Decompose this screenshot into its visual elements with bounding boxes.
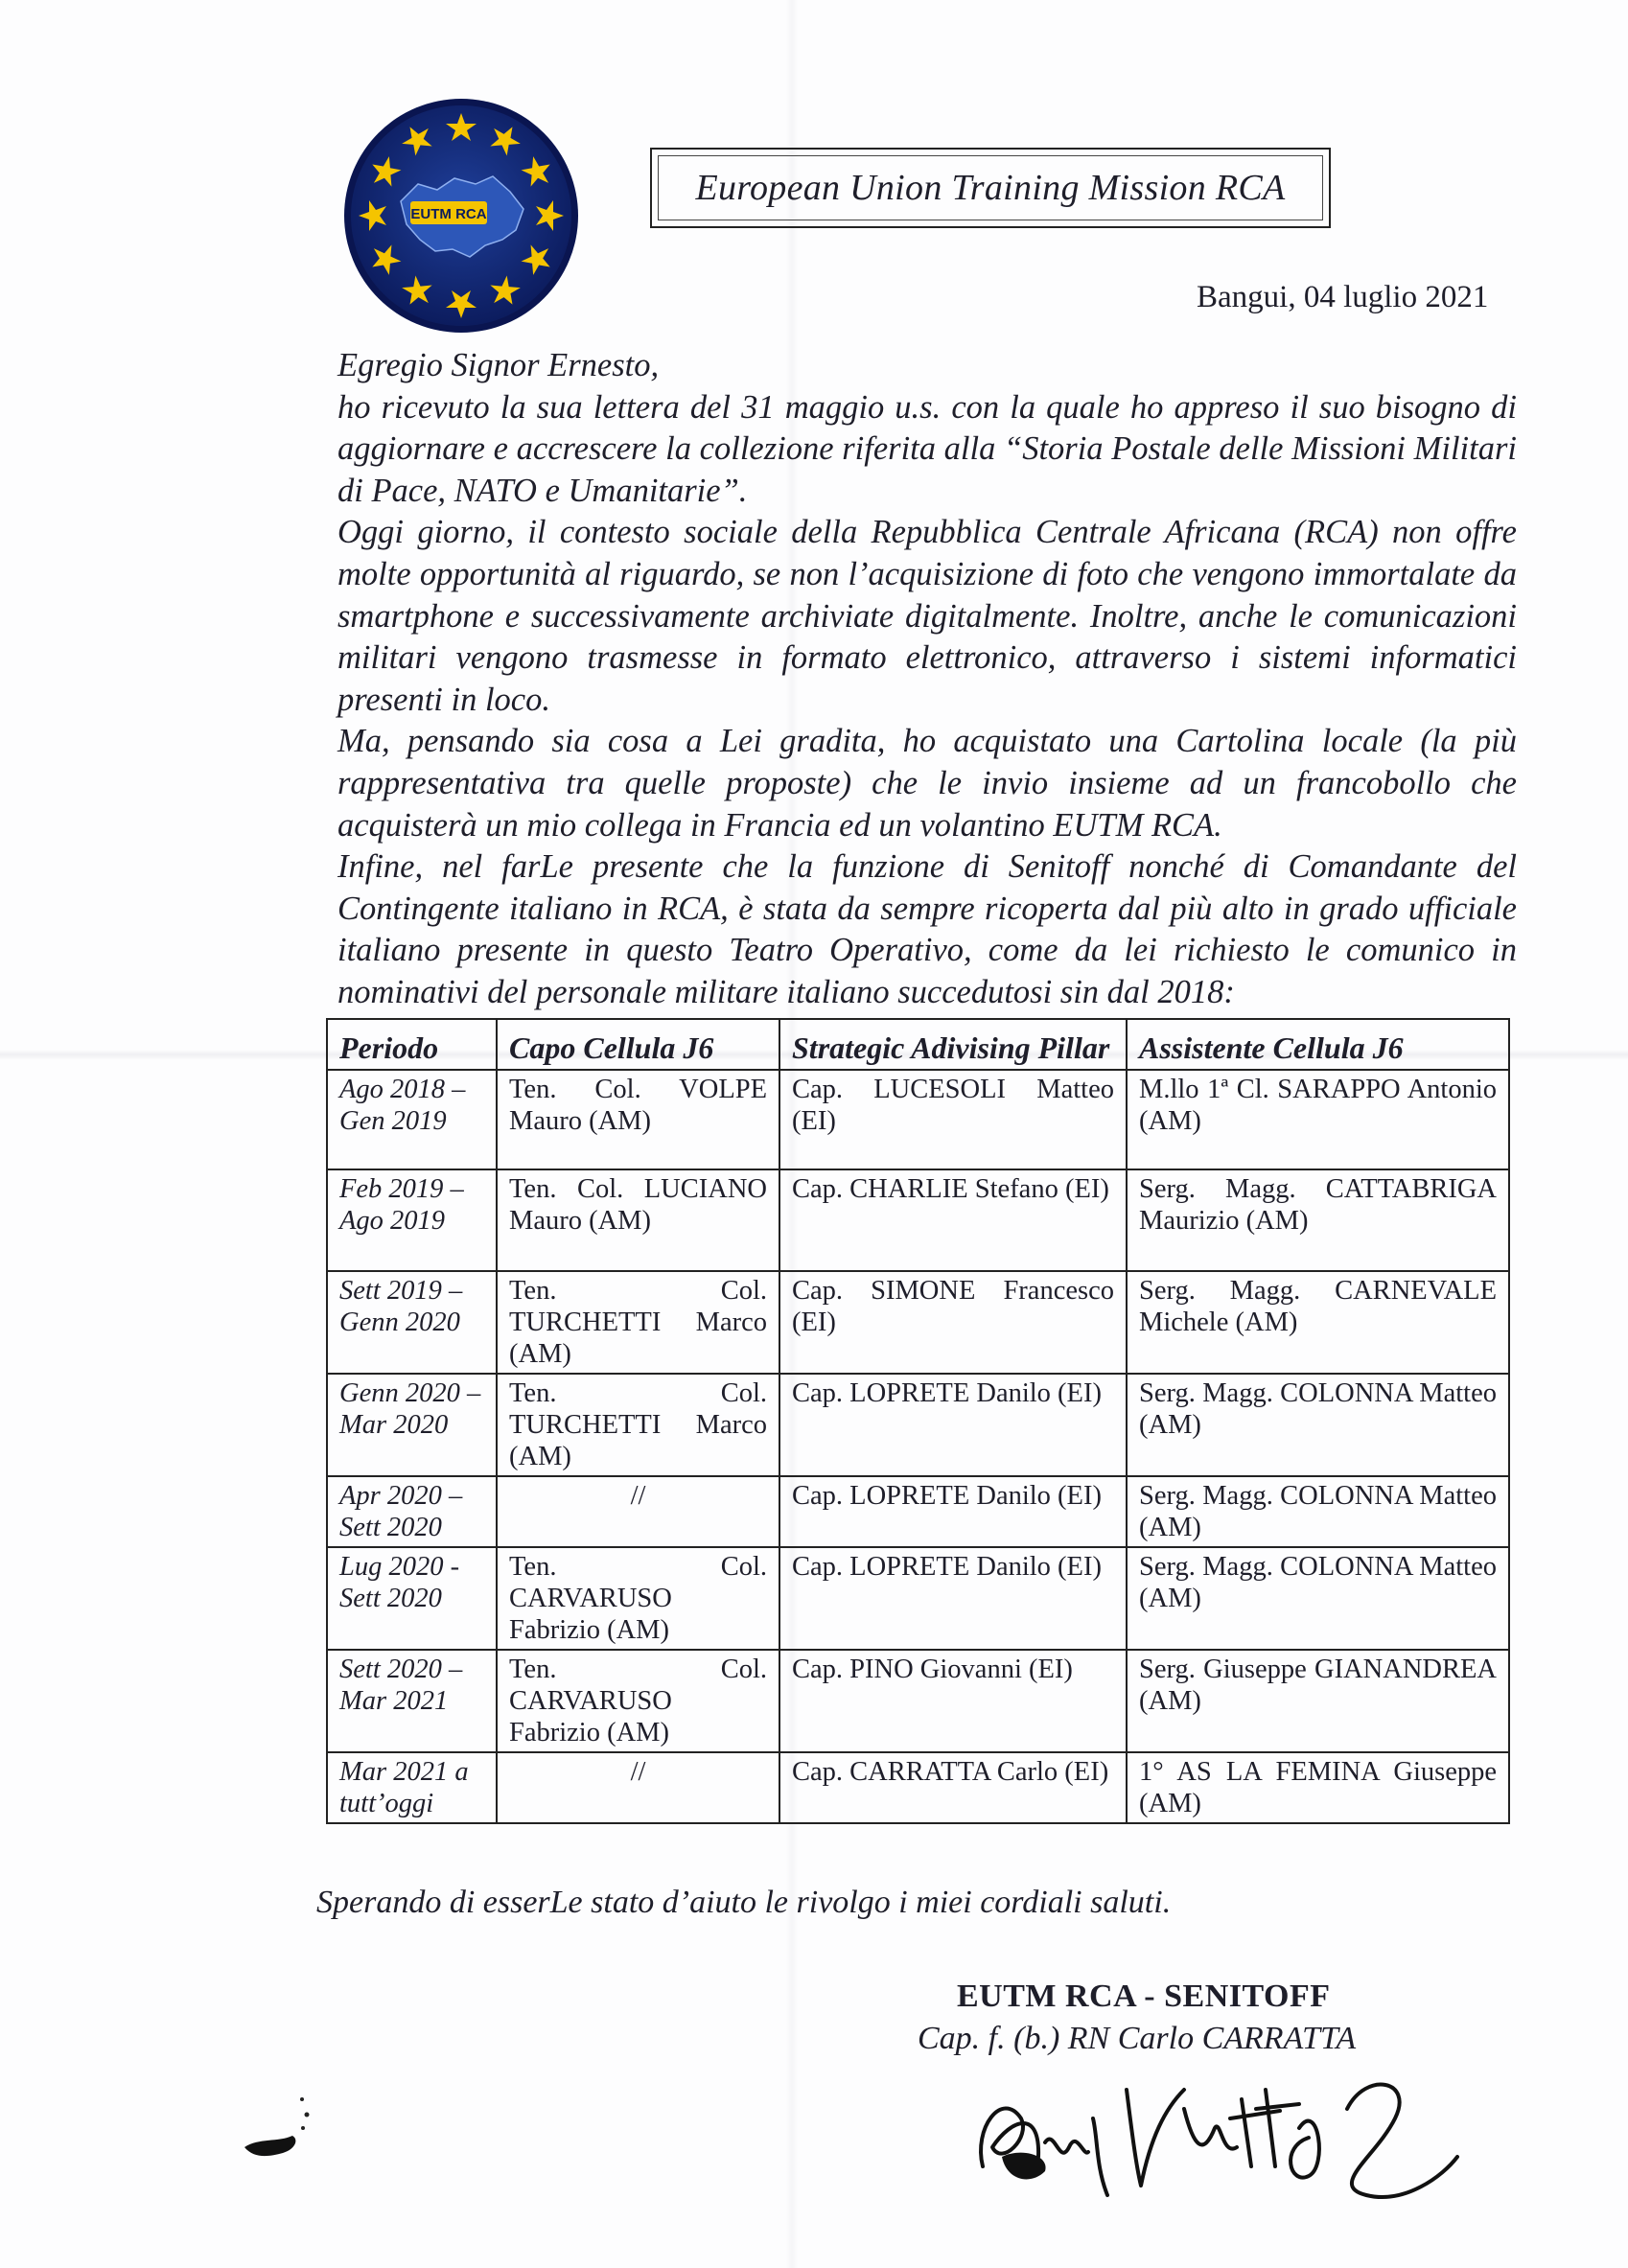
header-title: European Union Training Mission RCA <box>695 168 1286 208</box>
cell-strategic-pillar: Cap. LUCESOLI Matteo (EI) <box>779 1070 1127 1169</box>
signatory-name: Cap. f. (b.) RN Carlo CARRATTA <box>918 2021 1357 2056</box>
table-row <box>327 1374 1509 1476</box>
cell-capo-cellula: // <box>497 1752 779 1823</box>
letter-body <box>337 345 1517 1014</box>
cell-period: Ago 2018 – Gen 2019 <box>327 1070 497 1169</box>
cell-period: Genn 2020 – Mar 2020 <box>327 1374 497 1476</box>
table-row <box>327 1271 1509 1374</box>
cell-period: Sett 2020 – Mar 2021 <box>327 1650 497 1752</box>
column-header-capo-cellula: Capo Cellula J6 <box>497 1019 779 1070</box>
cell-period: Lug 2020 - Sett 2020 <box>327 1547 497 1650</box>
cell-assistente: Serg. Magg. COLONNA Matteo (AM) <box>1127 1547 1509 1650</box>
cell-strategic-pillar: Cap. LOPRETE Danilo (EI) <box>779 1374 1127 1476</box>
table-row <box>327 1070 1509 1169</box>
cell-capo-cellula: // <box>497 1476 779 1547</box>
cell-capo-cellula: Ten. Col. CARVARUSO Fabrizio (AM) <box>497 1547 779 1650</box>
body-paragraph: Infine, nel farLe presente che la funzione di Senitoff nonché di Comandante del Contingente italiano in RCA, è stata da sempre ricoperta dal più alto in grado ufficiale italiano presente in questo Teatro Operativo, come da lei richiesto le comunico in nominativi del personale militare italiano succedutosi sin dal 2018: <box>337 848 1517 1010</box>
table-row <box>327 1476 1509 1547</box>
salutation: Egregio Signor Ernesto, <box>337 347 660 383</box>
table-row <box>327 1752 1509 1823</box>
cell-assistente: M.llo 1ª Cl. SARAPPO Antonio (AM) <box>1127 1070 1509 1169</box>
personnel-table <box>326 1018 1510 1824</box>
column-header-assistente: Assistente Cellula J6 <box>1127 1019 1509 1070</box>
closing-line: Sperando di esserLe stato d’aiuto le rivolgo i miei cordiali saluti. <box>316 1885 1172 1920</box>
column-header-strategic-pillar: Strategic Adivising Pillar <box>779 1019 1127 1070</box>
cell-strategic-pillar: Cap. LOPRETE Danilo (EI) <box>779 1547 1127 1650</box>
body-paragraph: Ma, pensando sia cosa a Lei gradita, ho acquistato una Cartolina locale (la più rappresentativa tra quelle proposte) che le invio insieme ad un francobollo che acquisterà un mio collega in Francia ed un volantino EUTM RCA. <box>337 723 1517 844</box>
cell-assistente: Serg. Giuseppe GIANANDREA (AM) <box>1127 1650 1509 1752</box>
signatory-organization: EUTM RCA - SENITOFF <box>957 1979 1331 2014</box>
cell-strategic-pillar: Cap. CHARLIE Stefano (EI) <box>779 1169 1127 1271</box>
cell-assistente: 1° AS LA FEMINA Giuseppe (AM) <box>1127 1752 1509 1823</box>
cell-period: Sett 2019 – Genn 2020 <box>327 1271 497 1374</box>
body-paragraph: Oggi giorno, il contesto sociale della Repubblica Centrale Africana (RCA) non offre molte opportunità al riguardo, se non l’acquisizione di foto che vengono immortalate da smartphone e successivamente archiviate digitalmente. Inoltre, anche le comunicazioni militari vengono trasmesse in formato elettronico, attraverso i sistemi informatici presenti in loco. <box>337 514 1517 718</box>
cell-period: Apr 2020 – Sett 2020 <box>327 1476 497 1547</box>
cell-strategic-pillar: Cap. CARRATTA Carlo (EI) <box>779 1752 1127 1823</box>
cell-capo-cellula: Ten. Col. TURCHETTI Marco (AM) <box>497 1271 779 1374</box>
cell-strategic-pillar: Cap. LOPRETE Danilo (EI) <box>779 1476 1127 1547</box>
logo-text: EUTM RCA <box>410 206 487 222</box>
handwritten-signature <box>964 2051 1462 2214</box>
cell-assistente: Serg. Magg. COLONNA Matteo (AM) <box>1127 1476 1509 1547</box>
column-header-period: Periodo <box>327 1019 497 1070</box>
cell-capo-cellula: Ten. Col. TURCHETTI Marco (AM) <box>497 1374 779 1476</box>
cell-assistente: Serg. Magg. CARNEVALE Michele (AM) <box>1127 1271 1509 1374</box>
letter-date: Bangui, 04 luglio 2021 <box>1197 280 1489 314</box>
cell-period: Feb 2019 – Ago 2019 <box>327 1169 497 1271</box>
header-title-box <box>650 148 1331 228</box>
cell-period: Mar 2021 a tutt’oggi <box>327 1752 497 1823</box>
cell-strategic-pillar: Cap. PINO Giovanni (EI) <box>779 1650 1127 1752</box>
ink-smudge <box>240 2090 336 2176</box>
cell-capo-cellula: Ten. Col. CARVARUSO Fabrizio (AM) <box>497 1650 779 1752</box>
cell-capo-cellula: Ten. Col. VOLPE Mauro (AM) <box>497 1070 779 1169</box>
cell-strategic-pillar: Cap. SIMONE Francesco (EI) <box>779 1271 1127 1374</box>
body-paragraph: ho ricevuto la sua lettera del 31 maggio u.s. con la quale ho appreso il suo bisogno di aggiornare e accrescere la collezione riferita alla “Storia Postale delle Missioni Militari di Pace, NATO e Umanitarie”. <box>337 388 1517 509</box>
table-row <box>327 1650 1509 1752</box>
cell-assistente: Serg. Magg. CATTABRIGA Maurizio (AM) <box>1127 1169 1509 1271</box>
cell-assistente: Serg. Magg. COLONNA Matteo (AM) <box>1127 1374 1509 1476</box>
table-header-row <box>327 1019 1509 1070</box>
table-row <box>327 1169 1509 1271</box>
cell-capo-cellula: Ten. Col. LUCIANO Mauro (AM) <box>497 1169 779 1271</box>
table-row <box>327 1547 1509 1650</box>
eutm-rca-logo <box>341 96 581 336</box>
